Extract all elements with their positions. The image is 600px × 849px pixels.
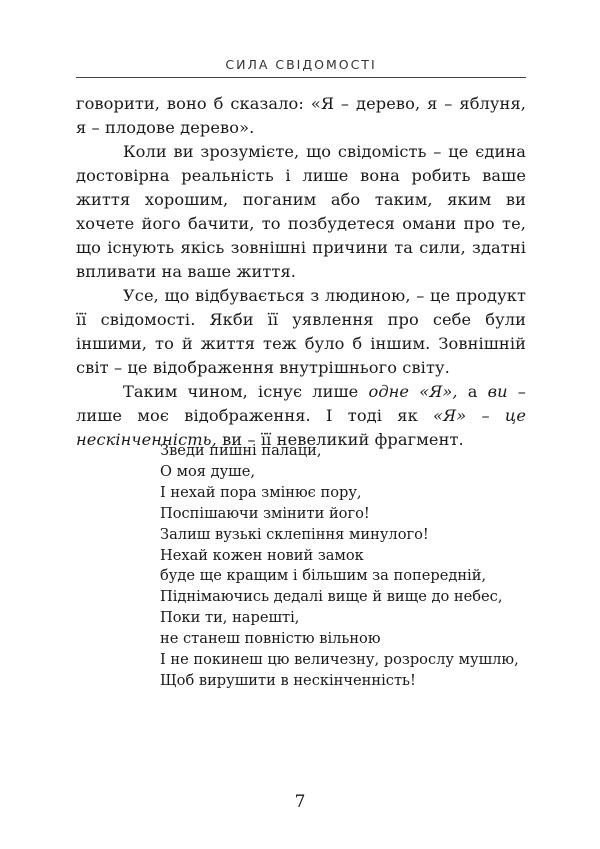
poem-line: Піднімаючись дедалі вище й вище до небес, (160, 588, 503, 606)
poem-line: Зведи пишні палаци, (160, 442, 322, 459)
poem-line: І нехай пора змінює пору, (160, 483, 362, 501)
poem-line: Нехай кожен новий замок (160, 546, 364, 564)
p4-italic-b: одне «Я», (368, 382, 458, 401)
body-text (76, 92, 526, 452)
p4-italic-f: «Я» – це нескінченність, (76, 406, 526, 449)
paragraph-2: Коли ви зрозумієте, що свідомість – це єдина достовірна реальність і лише вона робить ваше життя хорошим, поганим або таким, яким ви хочете його бачити, то позбудетеся омани про те, що існують якісь зовнішні причини та сили, здатні впливати на ваше життя. (76, 142, 526, 281)
poem-line: Поки ти, нарешті, (160, 609, 300, 627)
poem-line: не станеш повністю вільною (160, 630, 381, 648)
page-number: 7 (294, 792, 306, 812)
p4-italic-d: ви (487, 382, 508, 401)
poem-line: Поспішаючи змінити його! (160, 504, 370, 522)
p4-text-a: Таким чином, існує лише (123, 382, 369, 401)
paragraph-1: говорити, воно б сказало: «Я – дерево, я – яблуня, я – плодове дерево». (76, 94, 526, 137)
poem (160, 441, 540, 692)
header-rule (76, 77, 526, 78)
poem-line: О моя душе, (160, 462, 256, 480)
poem-line: буде ще кращим і більшим за попередній, (160, 567, 487, 585)
running-header: СИЛА СВІДОМОСТІ (225, 57, 377, 72)
p4-text-e: – лише моє відображення. І тоді як (76, 382, 526, 425)
poem-line: Залиш вузькі склепіння минулого! (160, 525, 429, 543)
poem-line: І не покинеш цю величезну, розрослу мушлю, (160, 651, 519, 669)
p4-text-g: ви – її невеликий фрагмент. (216, 430, 464, 449)
paragraph-3: Усе, що відбувається з людиною, – це продукт її свідомості. Якби її уявлення про себе були іншими, то й життя теж було б іншим. Зовнішній світ – це відображення внутрішнього світу. (76, 286, 526, 377)
p4-text-c: а (457, 382, 488, 401)
poem-line: Щоб вирушити в нескінченність! (160, 671, 416, 689)
